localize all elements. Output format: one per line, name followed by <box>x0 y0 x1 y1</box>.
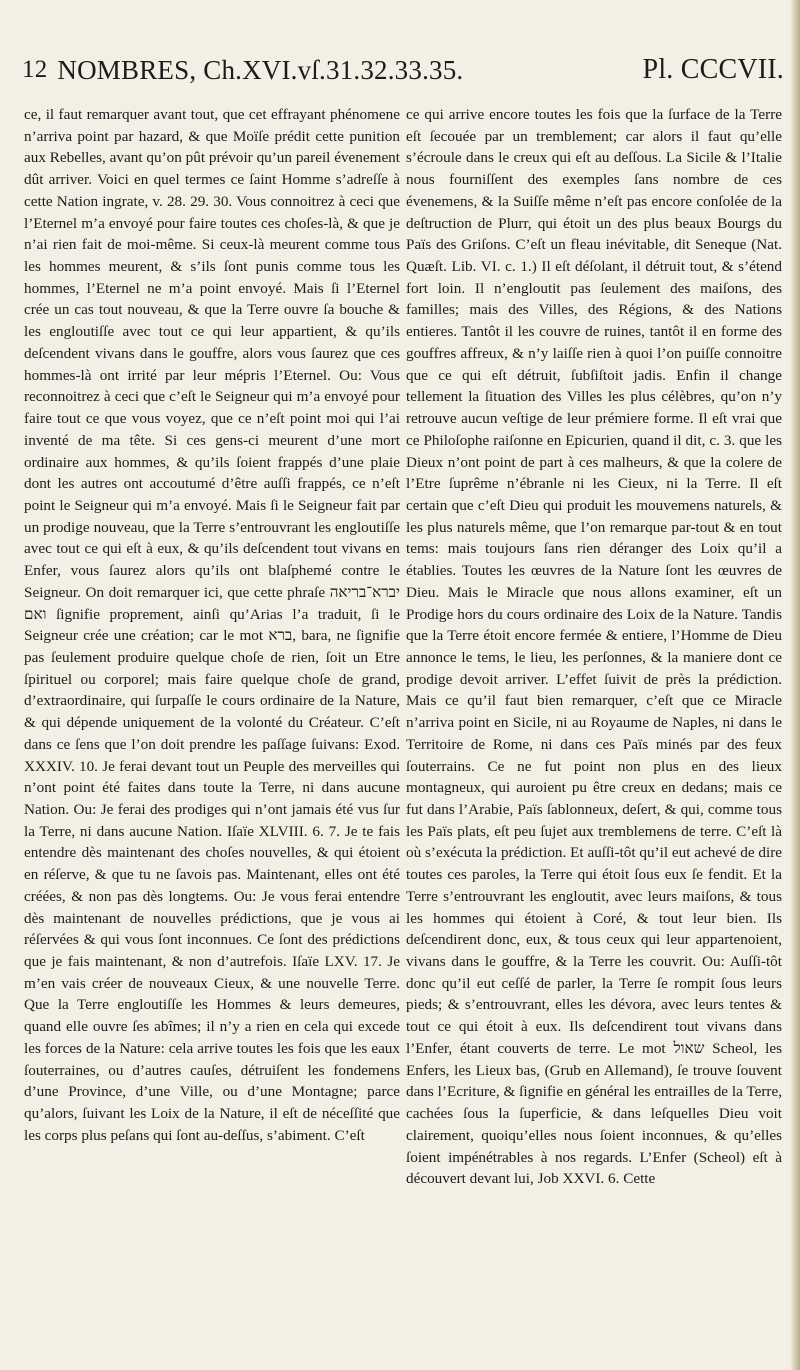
page-number: 12 <box>22 56 48 83</box>
running-title: NOMBRES, Ch.XVI.vſ.31.32.33.35. <box>57 54 464 85</box>
page-edge-shadow <box>790 0 800 1370</box>
running-header <box>22 48 784 92</box>
left-column <box>24 104 400 1147</box>
plate-number: Pl. CCCVII. <box>642 54 784 85</box>
right-column <box>406 104 782 1190</box>
right-column-text: ce qui arrive encore toutes les fois que la ſurface de la Terre eſt ſecouée par un tremblement; car alors il faut qu’elle s’écroule dans le creux qui eſt au deſſous. La Sicile & l’Italie nous fourniſſent des exemples ſans nombre de ces évenemens, & la Suiſſe même n’eſt pas encore conſolée de la deſtruction de Plurr, qui étoit un des plus beaux Bourgs du Païs des Griſons. C’eſt un fleau inévitable, dit Seneque (Nat. Quæſt. Lib. VI. c. 1.) Il eſt déſolant, il détruit tout, & s’étend fort loin. Il n’engloutit pas ſeulement des maiſons, des familles; mais des Villes, des Régions, & des Nations entieres. Tantôt il les couvre de ruines, tantôt il en forme des gouffres affreux, & n’y laiſſe rien à quoi l’on puiſſe connoitre que ce qui eſt détruit, ſubſiſtoit jadis. Enfin il change tellement la ſituation des Villes les plus célèbres, qu’on n’y retrouve aucun veſtige de leur prémiere forme. Il eſt vrai que ce Philoſophe raiſonne en Epicurien, quand il dit, c. 3. que les Dieux n’ont point de part à ces malheurs, & que la colere de l’Etre ſuprême n’ébranle ni les Cieux, ni la Terre. Il eſt certain que c’eſt Dieu qui produit les mouvemens naturels, & les plus naturels même, que l’on remarque par-tout & en tout tems: mais toujours ſans rien déranger des Loix qu’il a établies. Toutes les œuvres de la Nature ſont les œuvres de Dieu. Mais le Miracle que nous allons examiner, eſt un Prodige hors du cours ordinaire des Loix de la Nature. Tandis que la Terre étoit encore fermée & entiere, l’Homme de Dieu annonce le tems, le lieu, les perſonnes, & la maniere dont ce prodige devoit arriver. L’effet ſuivit de près la prédiction. Mais ce qu’il faut bien remarquer, c’eſt que ce Miracle n’arriva point en Sicile, ni au Royaume de Naples, ni dans le Territoire de Rome, ni dans ces Païs minés par des feux ſouterrains. Ce ne fut point non plus en des lieux montagneux, qui auroient pu être creux en dedans; mais ce fut dans l’Arabie, Païs ſablonneux, deſert, & qui, comme tous les Païs plats, eſt peu ſujet aux tremblemens de terre. C’eſt là où s’exécuta la prédiction. Et auſſi-tôt qu’il eut achevé de dire toutes ces paroles, la Terre qui étoit ſous eux ſe fendit. Et la Terre s’entrouvrant les engloutit, avec leurs maiſons, & tous les hommes qui étoient à Coré, & tout leur bien. Ils deſcendirent donc, eux, & tous ceux qui leur appartenoient, vivans dans le gouffre, & la Terre les couvrit. Ou: Auſſi-tôt donc qu’il eut ceſſé de parler, la Terre ſe rompit ſous leurs pieds; & s’entrouvrant, elles les dévora, avec leurs tentes & tout ce qui étoit à eux. Ils deſcendirent tout vivans dans l’Enfer, étant couverts de terre. Le mot שאול Scheol, les Enfers, les Lieux bas, (Grub en Allemand), ſe trouve ſouvent dans l’Ecriture, & ſignifie en général les entrailles de la Terre, cachées ſous la ſuperficie, & dans leſquelles Dieu voit clairement, quoiqu’elles nous ſoient inconnues, & qu’elles ſoient impénétrables à nos regards. L’Enfer (Scheol) eſt à découvert devant lui, Job XXVI. 6. Cette <box>406 106 782 1188</box>
left-column-text: ce, il faut remarquer avant tout, que cet effrayant phénomene n’arriva point par hazard, & que Moïſe prédit cette punition aux Rebelles, avant qu’on pût prévoir qu’un pareil évenement dût arriver. Voici en quel termes ce ſaint Homme s’adreſſe à cette Nation ingrate, v. 28. 29. 30. Vous connoitrez à ceci que l’Eternel m’a envoyé pour faire toutes ces choſes-là, & que je n’ai rien fait de moi-même. Si ceux-là meurent comme tous les hommes meurent, & s’ils ſont punis comme tous les hommes, l’Eternel ne m’a point envoyé. Mais ſi l’Eternel crée un cas tout nouveau, & que la Terre ouvre ſa bouche & les engloutiſſe avec tout ce qui leur appartient, & qu’ils deſcendent vivans dans le gouffre, alors vous ſaurez que ces hommes-là ont irrité par leur mépris l’Eternel. Ou: Vous reconnoitrez à ceci que c’eſt le Seigneur qui m’a envoyé pour faire tout ce que vous voyez, que ce n’eſt point moi qui l’ai inventé de ma tête. Si ces gens-ci meurent d’une mort ordinaire aux hommes, & qu’ils ſoient frappés d’une plaie dont les autres ont accoutumé d’être auſſi frappés, ce n’eſt point le Seigneur qui m’a envoyé. Mais ſi le Seigneur fait par un prodige nouveau, que la Terre s’entrouvrant les engloutiſſe avec tout ce qui eſt à eux, & qu’ils deſcendent tout vivans en Enfer, vous ſaurez alors qu’ils ont blaſphemé contre le Seigneur. On doit remarquer ici, que cette phraſe יברא־בריאה ואם ſignifie proprement, ainſi qu’Arias l’a traduit, ſi le Seigneur crée une création; car le mot ברא, bara, ne ſignifie pas ſeulement produire quelque choſe de rien, ſoit un Etre ſpirituel ou corporel; mais faire quelque choſe de grand, d’extraordinaire, qui ſurpaſſe le cours ordinaire de la Nature, & qui dépende uniquement de la volonté du Créateur. C’eſt dans ce ſens que l’on doit prendre les paſſage ſuivans: Exod. XXXIV. 10. Je ferai devant tout un Peuple des merveilles qui n’ont point été faites dans toute la Terre, ni dans aucune Nation. Ou: Je ferai des prodiges qui n’ont jamais été vus ſur la Terre, ni dans aucune Nation. Iſaïe XLVIII. 6. 7. Je te fais entendre dès maintenant des choſes nouvelles, & qui étoient en réſerve, & que tu ne ſavois pas. Maintenant, elles ont été créées, & non pas dès longtems. Ou: Je vous ferai entendre dès maintenant de nouvelles prédictions, que je vous ai réſervées & qui vous ſont inconnues. Ce ſont des prédictions que je fais maintenant, & non d’autrefois. Iſaïe LXV. 17. Je m’en vais créer de nouveaux Cieux, & une nouvelle Terre. Que la Terre engloutiſſe les Hommes & leurs demeures, quand elle ouvre ſes abîmes; il n’y a rien en cela qui excede les forces de la Nature: cela arrive toutes les fois que les eaux ſouterraines, ou d’autres cauſes, détruiſent les fondemens d’une Province, d’une Ville, ou d’une Montagne; parce qu’alors, ſuivant les Loix de la Nature, il eſt de néceſſité que les corps plus peſans qui ſont au-deſſus, s’abiment. C’eſt <box>24 106 400 1144</box>
